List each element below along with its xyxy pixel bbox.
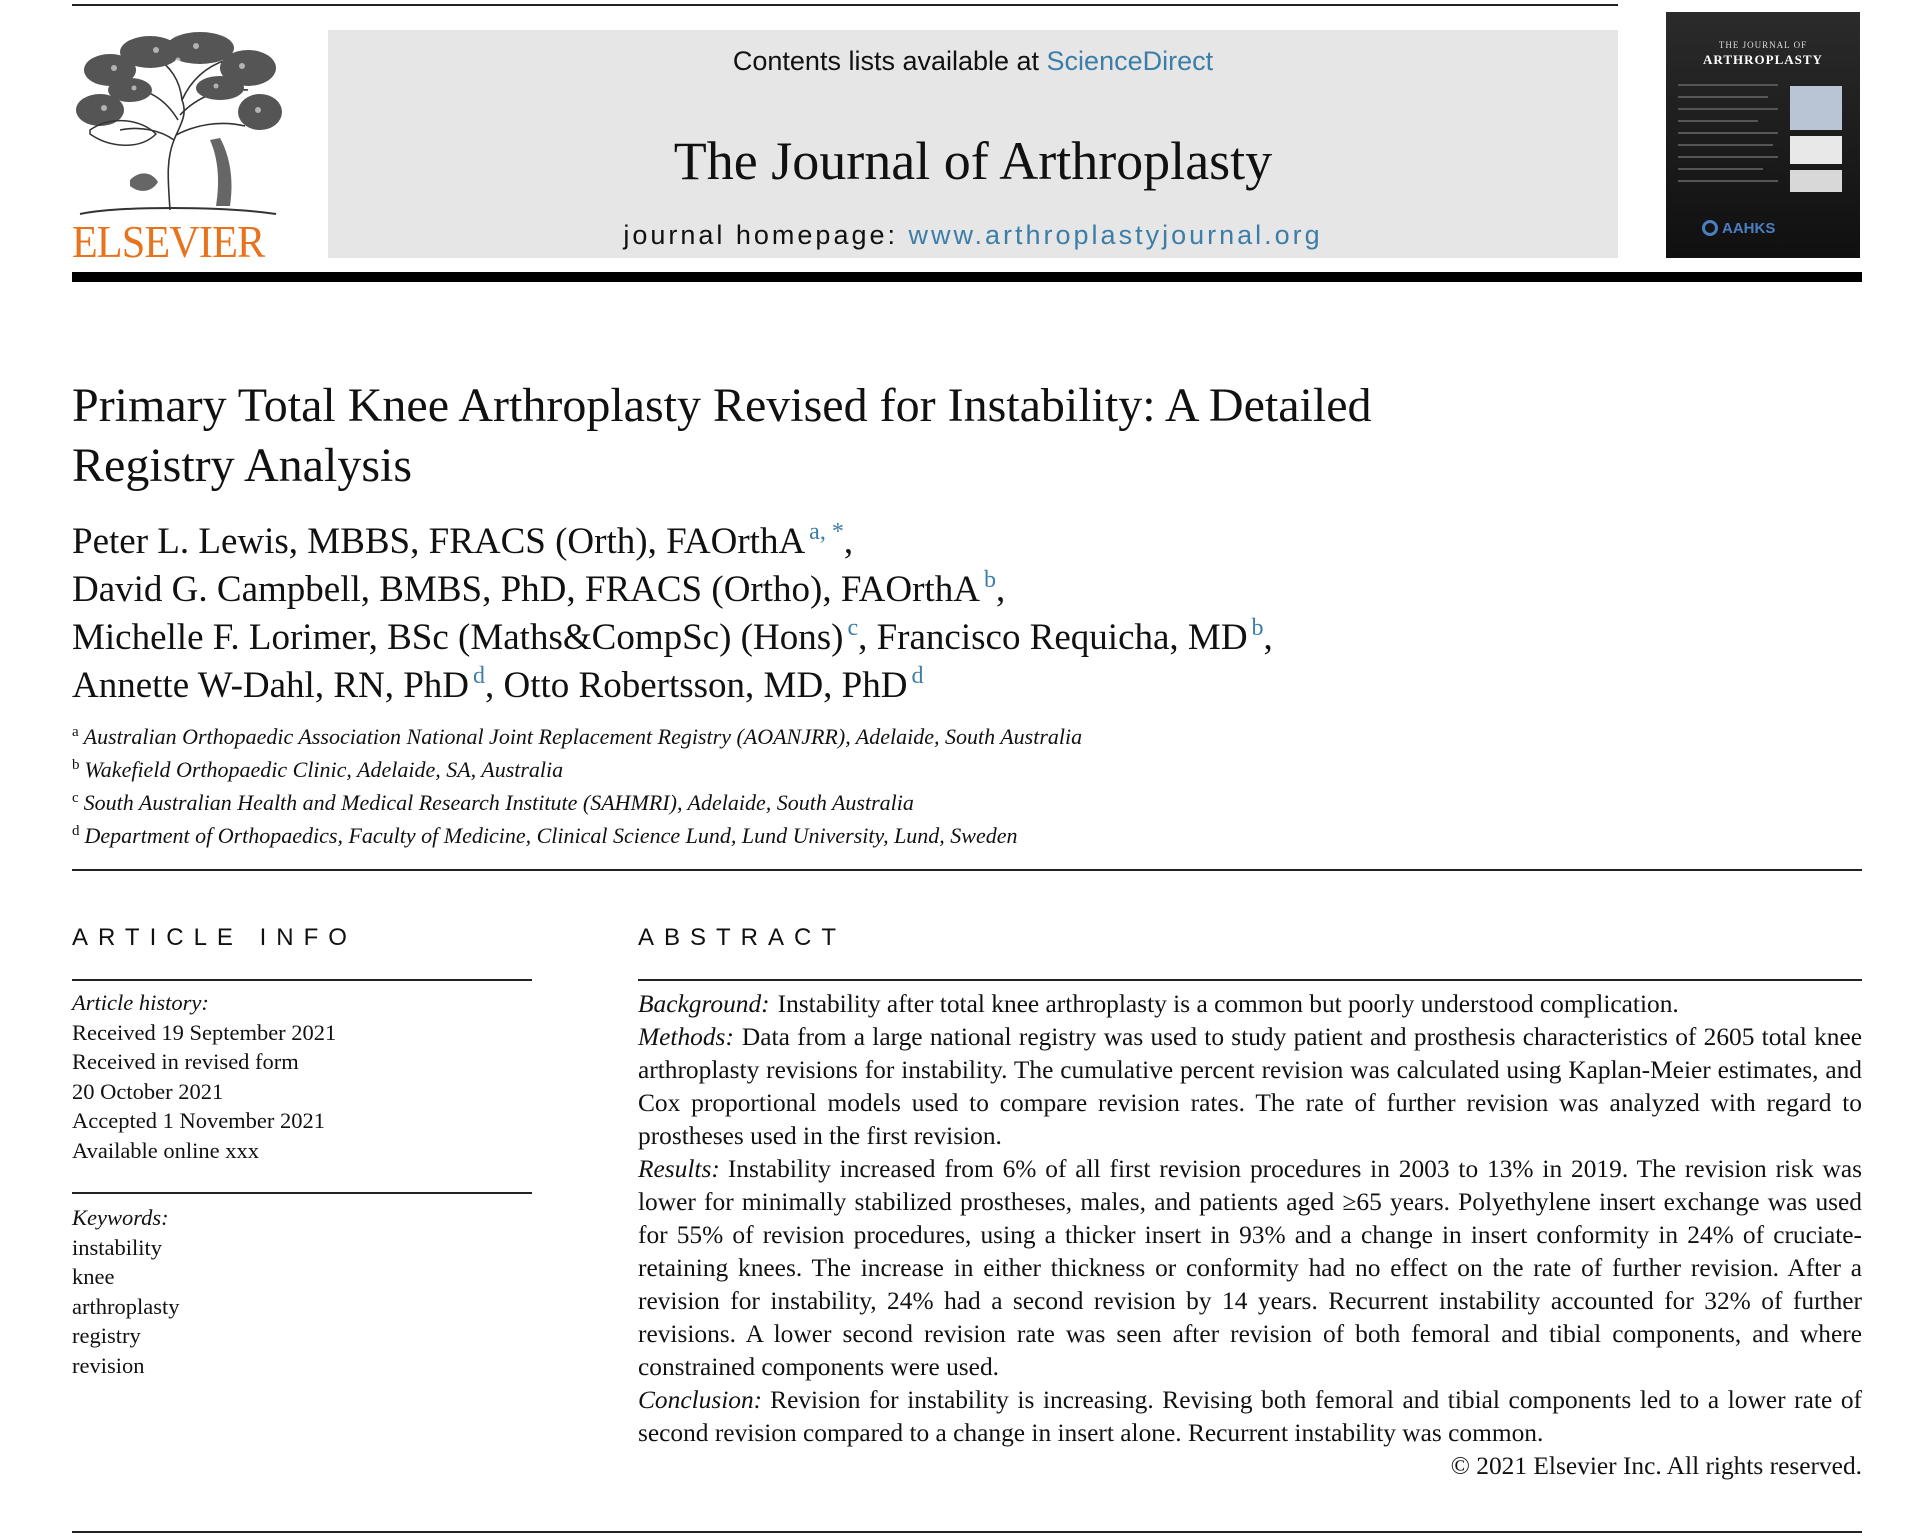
cover-text-line	[1678, 180, 1778, 182]
top-rule	[72, 4, 1618, 6]
abstract-conclusion	[638, 1384, 1862, 1450]
author-name[interactable]: Peter L. Lewis, MBBS, FRACS (Orth), FAOrthA	[72, 521, 806, 562]
article-title	[72, 376, 1672, 496]
author-affiliation-link[interactable]: d	[473, 663, 486, 689]
header-thick-rule	[72, 272, 1862, 282]
bottom-rule	[72, 1531, 1862, 1533]
author-line: Michelle F. Lorimer, BSc (Maths&CompSc) (Hons) $^c$, Francisco Requicha, MD $^b$,	[72, 615, 1273, 658]
keyword-item[interactable]: registry	[72, 1323, 141, 1348]
affiliation-text: Australian Orthopaedic Association National Joint Replacement Registry (AOANJRR), Adelaide, South Australia	[83, 724, 1083, 749]
homepage-line	[328, 220, 1618, 251]
article-info-heading: ARTICLE INFO	[72, 924, 357, 951]
abstract-results	[638, 1153, 1862, 1384]
affiliation-list	[72, 722, 1082, 854]
cover-image	[1790, 136, 1842, 164]
history-item: Accepted 1 November 2021	[72, 1108, 326, 1133]
keywords-list	[72, 1203, 179, 1380]
results-label: Results:	[638, 1155, 720, 1183]
cover-text-line	[1678, 132, 1778, 134]
cover-aahks-badge: AAHKS	[1722, 220, 1776, 237]
author-name[interactable]: Michelle F. Lorimer, BSc (Maths&CompSc) (Hons)	[72, 617, 844, 658]
affiliation-item	[72, 755, 1082, 788]
affiliation-text: Department of Orthopaedics, Faculty of Medicine, Clinical Science Lund, Lund University, Lund, Sweden	[84, 823, 1018, 848]
cover-text-line	[1678, 168, 1763, 170]
methods-text: Data from a large national registry was used to study patient and prosthesis characteristics of 2605 total knee arthroplasty revisions for instability. The cumulative percent revision was calculated using Kaplan-Meier estimates, and Cox proportional models used to compare revision rates. The rate of further revision was analyzed with regard to prostheses used in the first revision.	[638, 1023, 1862, 1150]
author-affiliation-link[interactable]: a, *	[809, 519, 844, 545]
author-name[interactable]: Francisco Requicha, MD	[876, 617, 1248, 658]
abstract-rule	[638, 979, 1862, 981]
abstract-background	[638, 988, 1862, 1021]
keywords-label: Keywords:	[72, 1205, 169, 1230]
journal-banner	[328, 30, 1618, 258]
author-line: Annette W-Dahl, RN, PhD $^d$, Otto Robertsson, MD, PhD $^d$	[72, 663, 924, 706]
article-title-line: Primary Total Knee Arthroplasty Revised for Instability: A Detailed	[72, 379, 1372, 432]
journal-cover-thumbnail[interactable]	[1666, 12, 1860, 258]
affiliation-item	[72, 821, 1082, 854]
history-label: Article history:	[72, 990, 209, 1015]
cover-title: ARTHROPLASTY	[1703, 52, 1823, 67]
section-divider	[72, 869, 1862, 871]
cover-text-line	[1678, 108, 1778, 110]
sciencedirect-link[interactable]: ScienceDirect	[1046, 46, 1214, 76]
cover-text-line	[1678, 144, 1773, 146]
abstract-heading: ABSTRACT	[638, 924, 847, 951]
affiliation-item	[72, 788, 1082, 821]
history-item: 20 October 2021	[72, 1078, 224, 1104]
affiliation-marker: a	[72, 724, 79, 740]
affiliation-marker: b	[72, 757, 80, 773]
journal-title: The Journal of Arthroplasty	[673, 131, 1273, 191]
homepage-prefix: journal homepage:	[623, 220, 909, 250]
copyright-notice: © 2021 Elsevier Inc. All rights reserved.	[1450, 1452, 1862, 1480]
contents-line	[328, 46, 1618, 77]
author-name[interactable]: Otto Robertsson, MD, PhD	[503, 665, 908, 706]
author-name[interactable]: Annette W-Dahl, RN, PhD	[72, 665, 470, 706]
methods-label: Methods:	[638, 1023, 734, 1051]
keyword-item[interactable]: arthroplasty	[72, 1293, 180, 1319]
background-text: Instability after total knee arthroplasty is a common but poorly understood complication.	[777, 990, 1679, 1018]
cover-image	[1790, 170, 1842, 192]
cover-text-line	[1678, 84, 1778, 86]
affiliation-marker: c	[72, 790, 79, 806]
cover-text-line	[1678, 96, 1768, 98]
abstract-body	[638, 988, 1862, 1483]
cover-text-line	[1678, 156, 1778, 158]
affiliation-text: South Australian Health and Medical Research Institute (SAHMRI), Adelaide, South Australia	[83, 790, 914, 815]
author-list	[72, 520, 1273, 712]
article-info-rule	[72, 979, 532, 981]
conclusion-label: Conclusion:	[638, 1386, 763, 1414]
keyword-item[interactable]: instability	[72, 1234, 162, 1260]
author-affiliation-link[interactable]: b	[983, 567, 996, 593]
author-affiliation-link[interactable]: b	[1251, 615, 1264, 641]
author-affiliation-link[interactable]: c	[847, 615, 859, 641]
author-name[interactable]: David G. Campbell, BMBS, PhD, FRACS (Ortho), FAOrthA	[72, 569, 980, 610]
affiliation-marker: d	[72, 823, 80, 839]
affiliation-item	[72, 722, 1082, 755]
article-history	[72, 988, 336, 1165]
keywords-rule	[72, 1192, 532, 1194]
history-item: Received in revised form	[72, 1049, 299, 1074]
keyword-item[interactable]: knee	[72, 1264, 115, 1289]
aahks-logo-icon	[1702, 220, 1718, 236]
results-text: Instability increased from 6% of all first revision procedures in 2003 to 13% in 2019. The revision risk was lower for minimally stabilized prostheses, males, and patients aged ≥65 years. Polyethylene insert exchange was used for 55% of revision procedures, using a thicker insert in 93% and a change in insert conformity in 24% of cruciate-retaining knees. The increase in either thickness or conformity had no effect on the rate of further revision. After a revision for instability, 24% had a second revision by 14 years. Recurrent instability accounted for 32% of further revisions. A lower second revision rate was seen after revision of both femoral and tibial components, and where constrained components were used.	[638, 1155, 1862, 1381]
contents-prefix: Contents lists available at	[732, 46, 1047, 76]
history-item: Received 19 September 2021	[72, 1019, 337, 1045]
background-label: Background:	[638, 990, 770, 1018]
cover-image	[1790, 86, 1842, 130]
elsevier-logo[interactable]	[70, 30, 284, 267]
elsevier-wordmark: ELSEVIER	[71, 216, 265, 267]
conclusion-text: Revision for instability is increasing. Revising both femoral and tibial components led to a lower rate of second revision compared to a change in insert alone. Recurrent instability was common.	[638, 1386, 1862, 1447]
author-line: Peter L. Lewis, MBBS, FRACS (Orth), FAOrthA $^{a, *}$,	[72, 519, 854, 562]
keyword-item[interactable]: revision	[72, 1352, 145, 1378]
author-affiliation-link[interactable]: d	[911, 663, 924, 689]
history-item: Available online xxx	[72, 1137, 260, 1163]
abstract-methods	[638, 1021, 1862, 1153]
cover-text-line	[1678, 120, 1758, 122]
elsevier-tree-icon	[70, 30, 284, 226]
cover-small-title: THE JOURNAL OF	[1718, 40, 1808, 50]
article-title-line: Registry Analysis	[72, 439, 413, 492]
homepage-link[interactable]: www.arthroplastyjournal.org	[908, 220, 1323, 250]
affiliation-text: Wakefield Orthopaedic Clinic, Adelaide, SA, Australia	[84, 757, 564, 782]
author-line: David G. Campbell, BMBS, PhD, FRACS (Ortho), FAOrthA $^b$,	[72, 567, 1006, 610]
